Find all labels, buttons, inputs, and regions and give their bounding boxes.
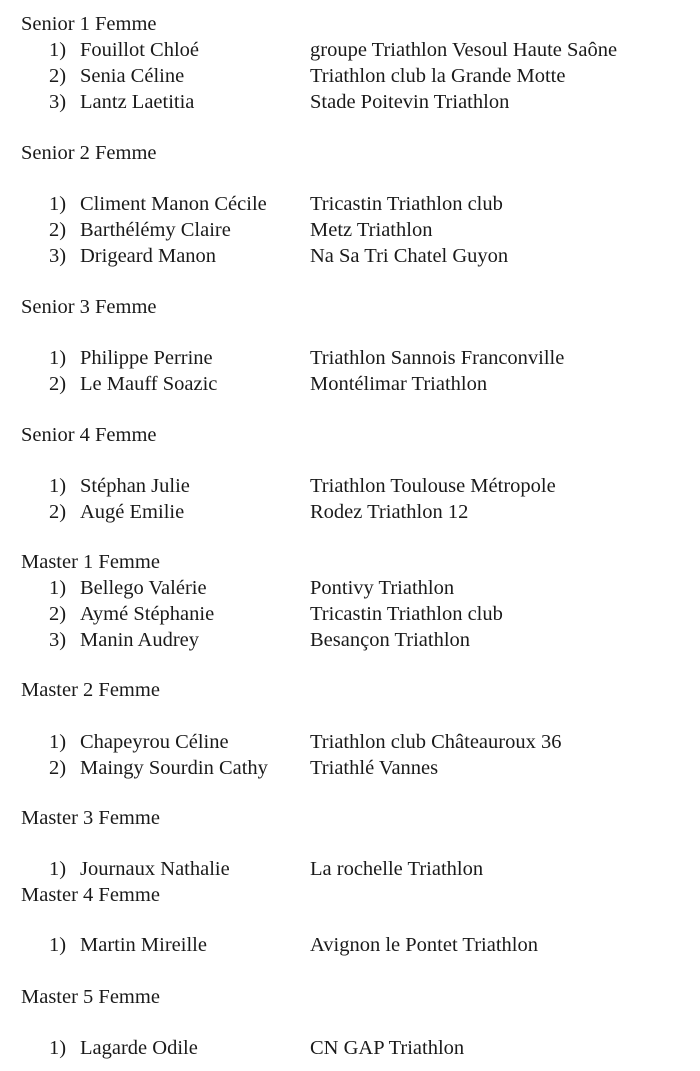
club-name: Triathlon Toulouse Métropole — [310, 475, 556, 497]
result-row — [0, 756, 700, 780]
rank: 3) — [49, 245, 67, 267]
club-name: Tricastin Triathlon club — [310, 193, 503, 215]
category-heading: Master 4 Femme — [21, 884, 160, 906]
rank: 1) — [49, 1037, 67, 1059]
rank: 2) — [49, 65, 67, 87]
result-row — [0, 474, 700, 498]
rank: 1) — [49, 577, 67, 599]
rank: 2) — [49, 373, 67, 395]
result-row — [0, 933, 700, 957]
category-heading: Master 1 Femme — [21, 551, 160, 573]
result-row — [0, 500, 700, 524]
category-heading: Master 5 Femme — [21, 986, 160, 1008]
athlete-name: Stéphan Julie — [80, 475, 190, 497]
athlete-name: Drigeard Manon — [80, 245, 217, 267]
result-row — [0, 90, 700, 114]
category-heading: Senior 3 Femme — [21, 296, 157, 318]
athlete-name: Augé Emilie — [80, 501, 185, 523]
result-row — [0, 857, 700, 881]
athlete-name: Chapeyrou Céline — [80, 731, 229, 753]
athlete-name: Lantz Laetitia — [80, 91, 195, 113]
athlete-name: Fouillot Chloé — [80, 39, 200, 61]
club-name: groupe Triathlon Vesoul Haute Saône — [310, 39, 618, 61]
category-heading: Senior 4 Femme — [21, 424, 157, 446]
club-name: Triathlon club Châteauroux 36 — [310, 731, 562, 753]
result-row — [0, 244, 700, 268]
result-row — [0, 192, 700, 216]
athlete-name: Martin Mireille — [80, 934, 207, 956]
result-row — [0, 346, 700, 370]
club-name: CN GAP Triathlon — [310, 1037, 465, 1059]
rank: 1) — [49, 475, 67, 497]
club-name: Besançon Triathlon — [310, 629, 471, 651]
club-name: Rodez Triathlon 12 — [310, 501, 469, 523]
result-row — [0, 372, 700, 396]
athlete-name: Manin Audrey — [80, 629, 199, 651]
rank: 1) — [49, 858, 67, 880]
athlete-name: Barthélémy Claire — [80, 219, 231, 241]
category-heading: Senior 1 Femme — [21, 13, 157, 35]
rank: 1) — [49, 193, 67, 215]
club-name: Metz Triathlon — [310, 219, 433, 241]
rank: 1) — [49, 347, 67, 369]
club-name: Montélimar Triathlon — [310, 373, 488, 395]
rank: 1) — [49, 934, 67, 956]
athlete-name: Lagarde Odile — [80, 1037, 198, 1059]
rank: 1) — [49, 39, 67, 61]
athlete-name: Journaux Nathalie — [80, 858, 230, 880]
rank: 2) — [49, 219, 67, 241]
result-row — [0, 602, 700, 626]
result-row — [0, 628, 700, 652]
result-row — [0, 38, 700, 62]
athlete-name: Maingy Sourdin Cathy — [80, 757, 268, 779]
rank: 3) — [49, 629, 67, 651]
result-row — [0, 1036, 700, 1060]
result-row — [0, 730, 700, 754]
club-name: Tricastin Triathlon club — [310, 603, 503, 625]
club-name: Stade Poitevin Triathlon — [310, 91, 510, 113]
club-name: Avignon le Pontet Triathlon — [310, 934, 538, 956]
category-heading: Master 3 Femme — [21, 807, 160, 829]
category-heading: Master 2 Femme — [21, 679, 160, 701]
result-row — [0, 576, 700, 600]
result-row — [0, 64, 700, 88]
rank: 2) — [49, 757, 67, 779]
rank: 2) — [49, 603, 67, 625]
athlete-name: Philippe Perrine — [80, 347, 213, 369]
club-name: Na Sa Tri Chatel Guyon — [310, 245, 509, 267]
athlete-name: Senia Céline — [80, 65, 185, 87]
result-row — [0, 218, 700, 242]
club-name: La rochelle Triathlon — [310, 858, 484, 880]
rank: 2) — [49, 501, 67, 523]
club-name: Triathlon Sannois Franconville — [310, 347, 565, 369]
rank: 1) — [49, 731, 67, 753]
category-heading: Senior 2 Femme — [21, 142, 157, 164]
athlete-name: Climent Manon Cécile — [80, 193, 267, 215]
rank: 3) — [49, 91, 67, 113]
athlete-name: Le Mauff Soazic — [80, 373, 218, 395]
club-name: Pontivy Triathlon — [310, 577, 455, 599]
athlete-name: Aymé Stéphanie — [80, 603, 215, 625]
club-name: Triathlon club la Grande Motte — [310, 65, 566, 87]
club-name: Triathlé Vannes — [310, 757, 439, 779]
athlete-name: Bellego Valérie — [80, 577, 207, 599]
